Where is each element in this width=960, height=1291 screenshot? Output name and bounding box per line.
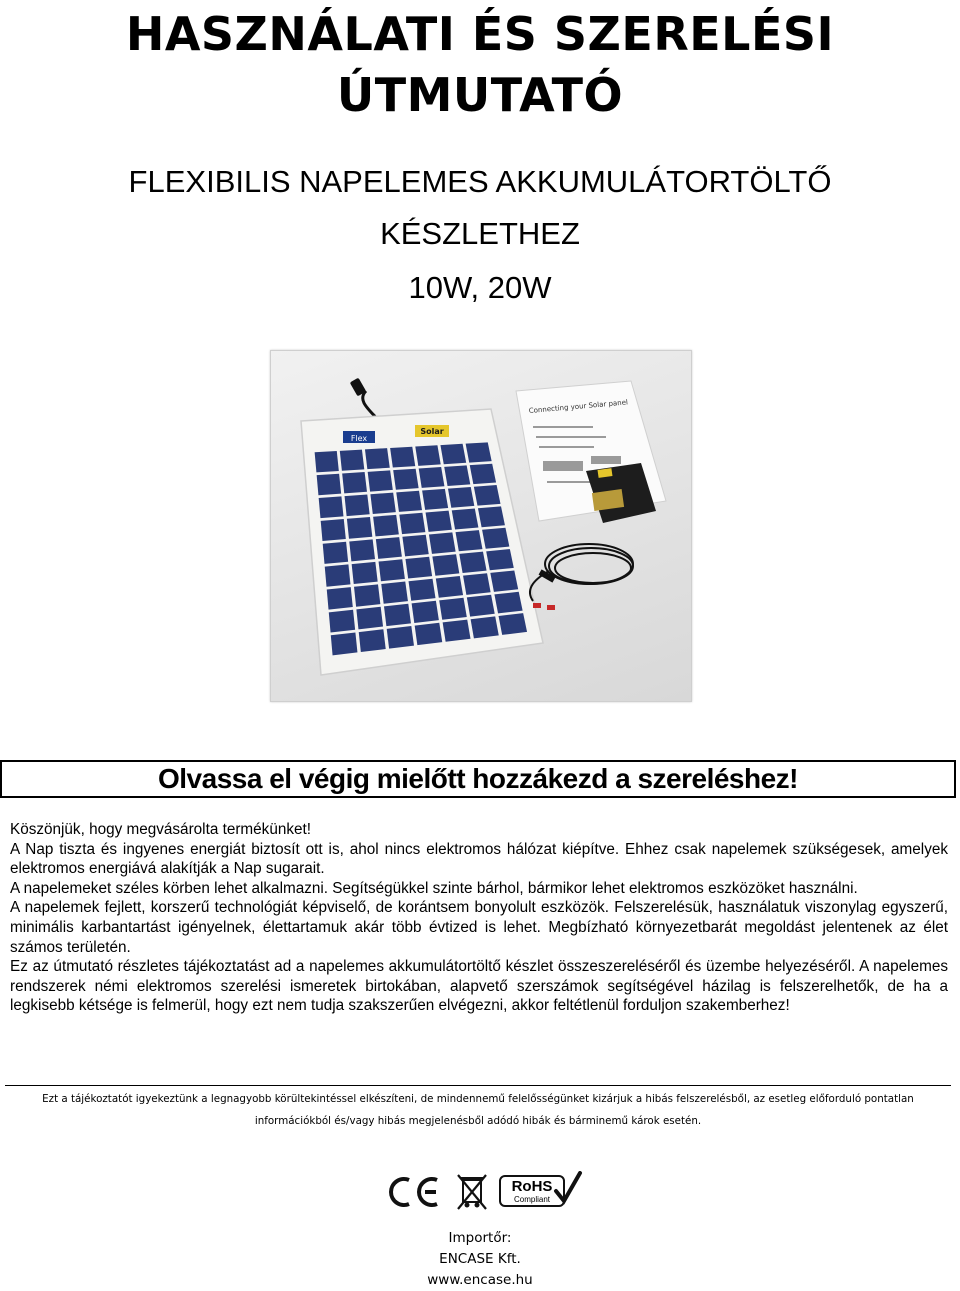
solar-cell (459, 552, 486, 573)
product-photo (270, 350, 692, 702)
solar-cell (422, 489, 448, 510)
solar-cell (478, 506, 505, 527)
solar-cell (315, 451, 339, 472)
solar-cell (429, 532, 456, 553)
solar-cell (352, 562, 378, 584)
solar-cell (490, 570, 518, 591)
solar-cell (432, 554, 459, 576)
solar-cell (440, 444, 466, 464)
check-mark-icon (553, 1171, 583, 1207)
rohs-compliant-label: Compliant (513, 1195, 550, 1204)
solar-cell (381, 582, 408, 604)
solar-cell (379, 559, 405, 581)
solar-cell (466, 442, 492, 462)
solar-cell (390, 447, 415, 468)
solar-cell (331, 632, 358, 655)
product-illustration (271, 351, 691, 701)
solar-cell (319, 496, 344, 518)
solar-cell (463, 573, 491, 595)
solar-cell (470, 464, 496, 484)
solar-cell (444, 465, 470, 486)
solar-cell (384, 604, 411, 626)
solar-cell (365, 448, 390, 469)
intro-text (10, 820, 948, 1016)
solar-cell (325, 564, 351, 586)
power-rating: 10W, 20W (408, 270, 552, 305)
title-line-1: HASZNÁLATI ÉS SZERELÉSI (125, 7, 835, 61)
solar-cell (415, 445, 440, 466)
solar-cell (482, 528, 509, 549)
solar-cell (329, 610, 355, 633)
solar-cell (345, 494, 370, 516)
ring-terminal-red-2 (547, 605, 555, 610)
solar-cell (415, 623, 443, 645)
solar-cell (370, 493, 395, 514)
solar-cell (323, 542, 348, 564)
solar-cell (376, 537, 402, 559)
flex-logo-text: Flex (350, 434, 368, 443)
paragraph-applications: A napelemeket széles körben lehet alkalmazni. Segítségükkel szinte bárhol, bármikor lehet elektromos eszközöket használni. (10, 879, 858, 897)
importer-website[interactable]: www.encase.hu (427, 1272, 533, 1288)
solar-cell (356, 607, 383, 630)
importer-info (0, 1228, 960, 1291)
instruction-heading: Connecting your Solar panel (528, 398, 629, 415)
solar-cell (494, 592, 522, 614)
read-before-install-banner: Olvassa el végig mielőtt hozzákezd a szereléshez! (0, 760, 956, 798)
solar-logo-text: Solar (420, 427, 444, 436)
solar-cell (412, 601, 439, 623)
solar-cell (399, 513, 425, 534)
weee-bin-icon (455, 1172, 489, 1212)
ring-terminal-red (533, 603, 541, 608)
solar-cell (419, 467, 445, 488)
solar-cell (439, 598, 467, 620)
solar-cell (393, 469, 418, 490)
solar-cell (402, 535, 428, 557)
solar-cell (321, 519, 346, 541)
solar-cell (327, 587, 353, 610)
solar-cell (486, 549, 514, 570)
solar-cell (387, 626, 414, 649)
certification-marks (385, 1172, 581, 1212)
solar-cell (317, 474, 342, 496)
solar-cell (349, 539, 375, 561)
importer-company: ENCASE Kft. (439, 1251, 521, 1267)
rohs-label: RoHS (511, 1178, 553, 1195)
paragraph-thanks: Köszönjük, hogy megvásárolta termékünket! (10, 821, 311, 838)
solar-cell (499, 613, 527, 635)
solar-cell (405, 557, 432, 579)
solar-cell (342, 472, 367, 493)
paragraph-sun-energy: A Nap tiszta és ingyenes energiát biztosít ott is, ahol nincs elektromos hálózat kiépítve. Ehhez csak napelemek szükségesek, amelyek elektromos energiává alakítják a Nap sugarait. (10, 840, 948, 878)
document-title (0, 0, 960, 126)
solar-cell (471, 616, 499, 638)
paragraph-technology: A napelemek fejlett, korszerű technológiát képviselő, de korántsem bonyolult eszközök. Felszerelésük, használatuk viszonylag egyszerű, minimális karbantartást igényelnek, élettartamuk akár több évtized is lehet. Megbízható környezetbarát megoldást jelentenek az élet számos területén. (10, 899, 948, 956)
importer-label: Importőr: (448, 1230, 512, 1246)
solar-cell (396, 491, 422, 512)
solar-cell (467, 595, 495, 617)
solar-cell (359, 629, 386, 652)
solar-cell (436, 576, 463, 598)
subtitle-line-1: FLEXIBILIS NAPELEMES AKKUMULÁTORTÖLTŐ (128, 164, 832, 199)
solar-cell (347, 517, 372, 539)
rohs-badge (499, 1175, 581, 1209)
solar-cell (426, 511, 452, 532)
solar-cell (373, 515, 399, 537)
paragraph-guide-scope: Ez az útmutató részletes tájékoztatást ad a napelemes akkumulátortöltő készlet összeszereléséről és üzembe helyezéséről. A napelemes rendszerek némi elektromos szerelési ismeretek birtokában, alapvető szerszámok segítségével házilag is felszerelhetők, de ha a legkisebb kétsége is felmerül, hogy ezt nem tudja szakszerűen elvégezni, akkor feltétlenül forduljon szakemberhez! (10, 958, 948, 1015)
ce-mark-icon (385, 1174, 445, 1210)
document-subtitle (0, 156, 960, 260)
solar-cell (409, 579, 436, 601)
solar-cell (448, 487, 474, 508)
solar-cell (443, 620, 471, 642)
solar-cell (368, 470, 393, 491)
title-line-2: ÚTMUTATÓ (336, 68, 624, 122)
subtitle-line-2: KÉSZLETHEZ (380, 216, 580, 251)
solar-cell (452, 509, 479, 530)
liability-disclaimer: Ezt a tájékoztatót igyekeztünk a legnagyobb körültekintéssel elkészíteni, de mindennemű felelősségünket kizárjuk a hibás felszerelésből, az esetleg előforduló pontatlan információkból és/vagy hibás megjelenésből adódó hibák és bárminemű károk esetén. (5, 1085, 951, 1132)
solar-cell (354, 584, 380, 606)
solar-cell (340, 450, 365, 471)
solar-cell (456, 530, 483, 551)
solar-cell (474, 485, 501, 506)
